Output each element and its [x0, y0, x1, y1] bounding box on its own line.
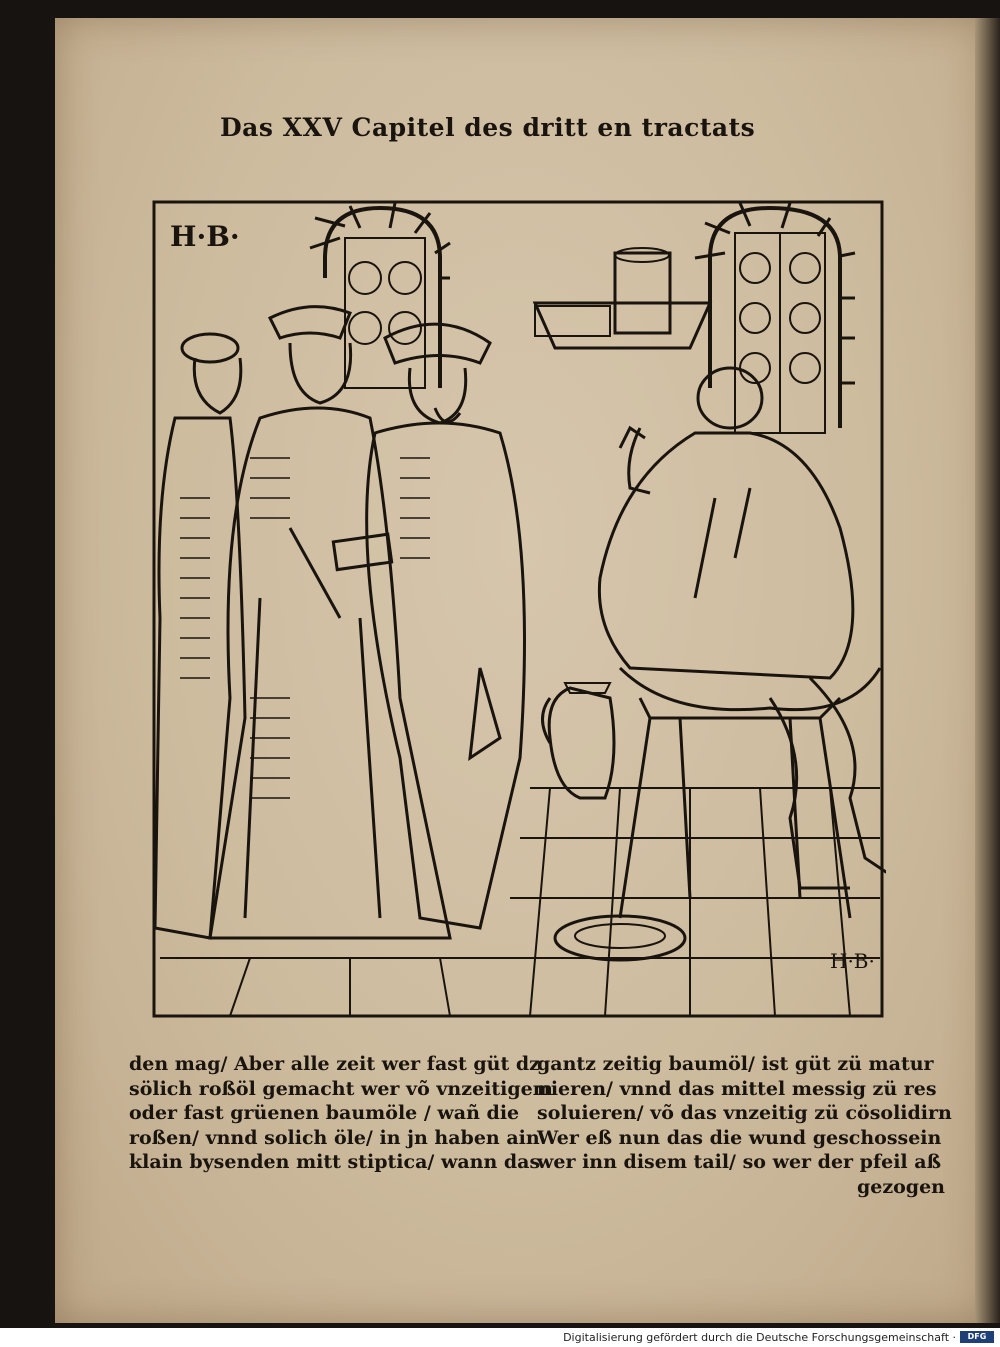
text-line: soluieren/ võ das vnzeitig zü cösolidirn — [537, 1102, 952, 1124]
catchword: gezogen — [856, 1175, 945, 1198]
text-line: gantz zeitig baumöl/ ist güt zü matur — [537, 1053, 934, 1075]
text-line: wer inn disem tail/ so wer der pfeil aß — [537, 1151, 942, 1173]
text-line: oder fast grüenen baumöle / wañ die — [129, 1102, 520, 1124]
text-line: Wer eß nun das die wund geschossein — [537, 1126, 942, 1149]
chapter-heading: Das XXV Capitel des dritt en tractats — [220, 113, 756, 142]
text-line: sölich roßöl gemacht wer võ vnzeitigem — [129, 1077, 553, 1100]
text-line: roßen/ vnnd solich öle/ in jn haben ain — [129, 1126, 540, 1149]
footer-credit: Digitalisierung gefördert durch die Deutsche Forschungsgemeinschaft · — [563, 1331, 956, 1344]
text-line: den mag/ Aber alle zeit wer fast güt dz — [129, 1053, 540, 1075]
text-line: nieren/ vnnd das mittel messig zü res — [537, 1077, 937, 1100]
woodcut-illustration — [150, 198, 886, 1020]
text-column-right — [537, 1052, 957, 1199]
text-column-left — [129, 1052, 553, 1175]
monogram-top-left: H·B· — [170, 220, 240, 253]
monogram-bottom-right: H·B· — [830, 949, 875, 973]
digitization-footer — [0, 1328, 1000, 1347]
dfg-logo: DFG — [960, 1331, 994, 1343]
page-gutter — [975, 18, 1000, 1323]
text-line: klain bysenden mitt stiptica/ wann das — [129, 1151, 541, 1173]
